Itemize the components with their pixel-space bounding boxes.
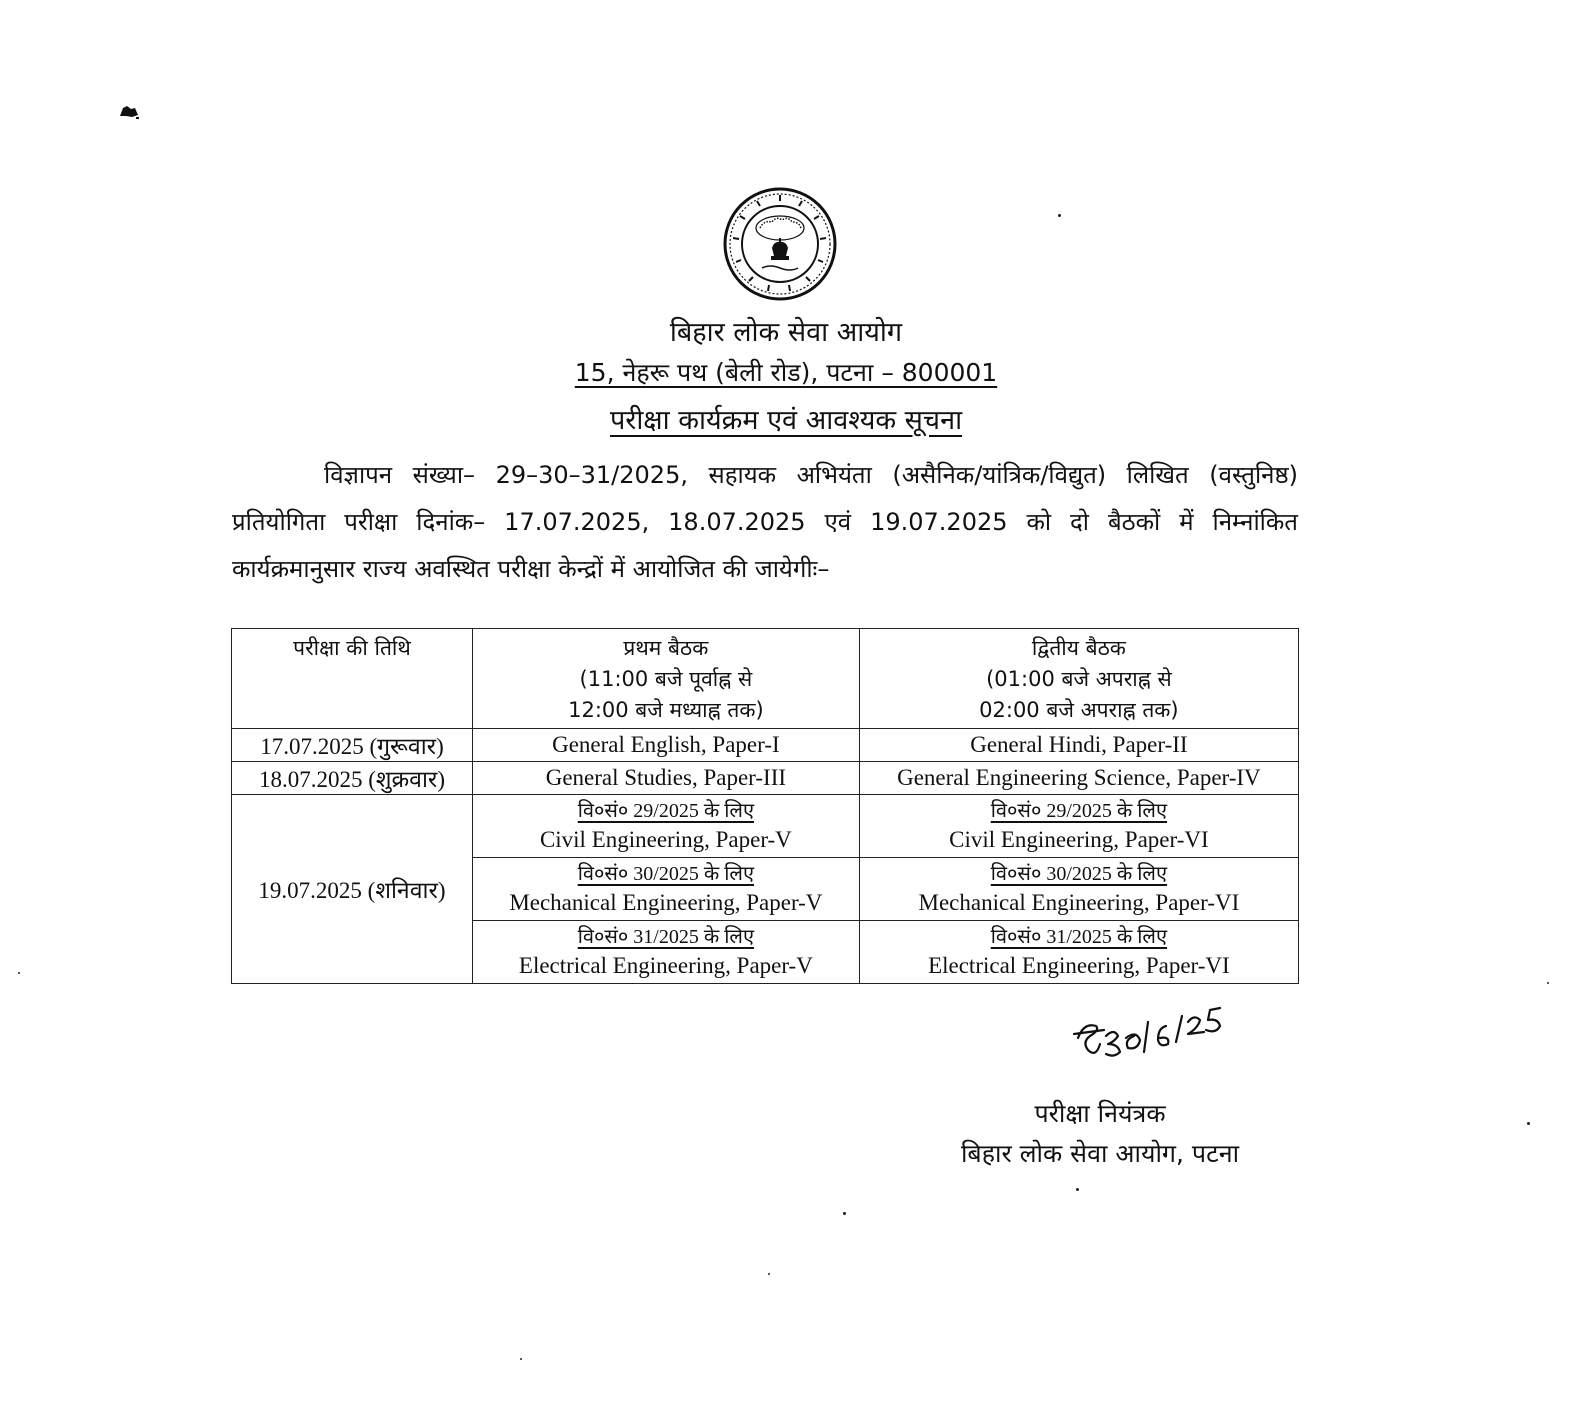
scan-speck: [1058, 214, 1061, 217]
first-sitting-cell: [472, 858, 859, 921]
org-address: [0, 355, 1572, 389]
advt-number-label: वि०सं० 31/2025 के लिए: [990, 926, 1168, 948]
advt-number-label: वि०सं० 30/2025 के लिए: [577, 863, 755, 885]
header-second-title: द्वितीय बैठक: [1031, 636, 1126, 660]
paper-name: Electrical Engineering, Paper-V: [518, 953, 813, 978]
header-first-time-start: (11:00 बजे पूर्वाह्न से: [579, 667, 753, 691]
exam-date-cell: 18.07.2025 (शुक्रवार): [232, 762, 473, 795]
scan-speck: [1547, 982, 1549, 984]
second-sitting-paper: General Hindi, Paper-II: [859, 729, 1298, 762]
paper-name: Civil Engineering, Paper-VI: [949, 827, 1209, 852]
signatory-title: परीक्षा नियंत्रक: [1034, 1099, 1166, 1128]
scan-speck: [768, 1273, 770, 1275]
table-header-row: [232, 629, 1299, 729]
handwritten-signature: [1070, 1000, 1240, 1070]
paper-name: Civil Engineering, Paper-V: [539, 827, 792, 852]
signatory-org: बिहार लोक सेवा आयोग, पटना: [960, 1139, 1240, 1168]
first-sitting-cell: [472, 795, 859, 858]
advt-number-label: वि०सं० 29/2025 के लिए: [577, 800, 755, 822]
table-row: [232, 795, 1299, 858]
second-sitting-paper: General Engineering Science, Paper-IV: [859, 762, 1298, 795]
scan-speck: [520, 1358, 522, 1360]
header-first-time-end: 12:00 बजे मध्याह्न तक): [568, 698, 764, 722]
scan-speck: [18, 972, 20, 974]
advt-number-label: वि०सं० 29/2025 के लिए: [990, 800, 1168, 822]
paper-name: Mechanical Engineering, Paper-VI: [918, 890, 1240, 915]
header-date-label: परीक्षा की तिथि: [293, 636, 411, 660]
second-sitting-cell: [859, 858, 1298, 921]
commission-seal-emblem: [722, 186, 838, 302]
header-first-title: प्रथम बैठक: [623, 636, 709, 660]
scan-speck: [843, 1212, 846, 1215]
header-second-time-end: 02:00 बजे अपराह्न तक): [979, 698, 1179, 722]
exam-date-cell: 17.07.2025 (गुरूवार): [232, 729, 473, 762]
notice-title-text: परीक्षा कार्यक्रम एवं आवश्यक सूचना: [609, 405, 963, 436]
header-second-time-start: (01:00 बजे अपराह्न से: [986, 667, 1172, 691]
second-sitting-cell: [859, 921, 1298, 984]
first-sitting-paper: General English, Paper-I: [472, 729, 859, 762]
header-second-sitting: [859, 629, 1298, 729]
first-sitting-paper: General Studies, Paper-III: [472, 762, 859, 795]
advt-number-label: वि०सं० 31/2025 के लिए: [577, 926, 755, 948]
advt-number-label: वि०सं० 30/2025 के लिए: [990, 863, 1168, 885]
paper-name: Mechanical Engineering, Paper-V: [509, 890, 823, 915]
org-address-text: 15, नेहरू पथ (बेली रोड), पटना – 800001: [574, 358, 998, 387]
table-row: [232, 762, 1299, 795]
header-first-sitting: [472, 629, 859, 729]
exam-date-cell: 19.07.2025 (शनिवार): [232, 795, 473, 984]
first-sitting-cell: [472, 921, 859, 984]
exam-schedule-table: [231, 628, 1299, 984]
table-row: [232, 729, 1299, 762]
scan-artifact-mark: [118, 104, 140, 120]
scan-speck: [1076, 1188, 1079, 1191]
intro-paragraph: विज्ञापन संख्या– 29–30–31/2025, सहायक अभियंता (असैनिक/यांत्रिक/विद्युत) लिखित (वस्तुनिष्ठ) प्रतियोगिता परीक्षा दिनांक– 17.07.2025, 18.07.2025 एवं 19.07.2025 को दो बैठकों में निम्नांकित कार्यक्रमानुसार राज्य अवस्थित परीक्षा केन्द्रों में आयोजित की जायेगीः–: [232, 461, 1298, 583]
header-date: [232, 629, 473, 729]
second-sitting-cell: [859, 795, 1298, 858]
paper-name: Electrical Engineering, Paper-VI: [928, 953, 1230, 978]
scan-speck: [1527, 1122, 1530, 1125]
org-name: बिहार लोक सेवा आयोग: [669, 317, 903, 348]
notice-title: [0, 400, 1572, 437]
